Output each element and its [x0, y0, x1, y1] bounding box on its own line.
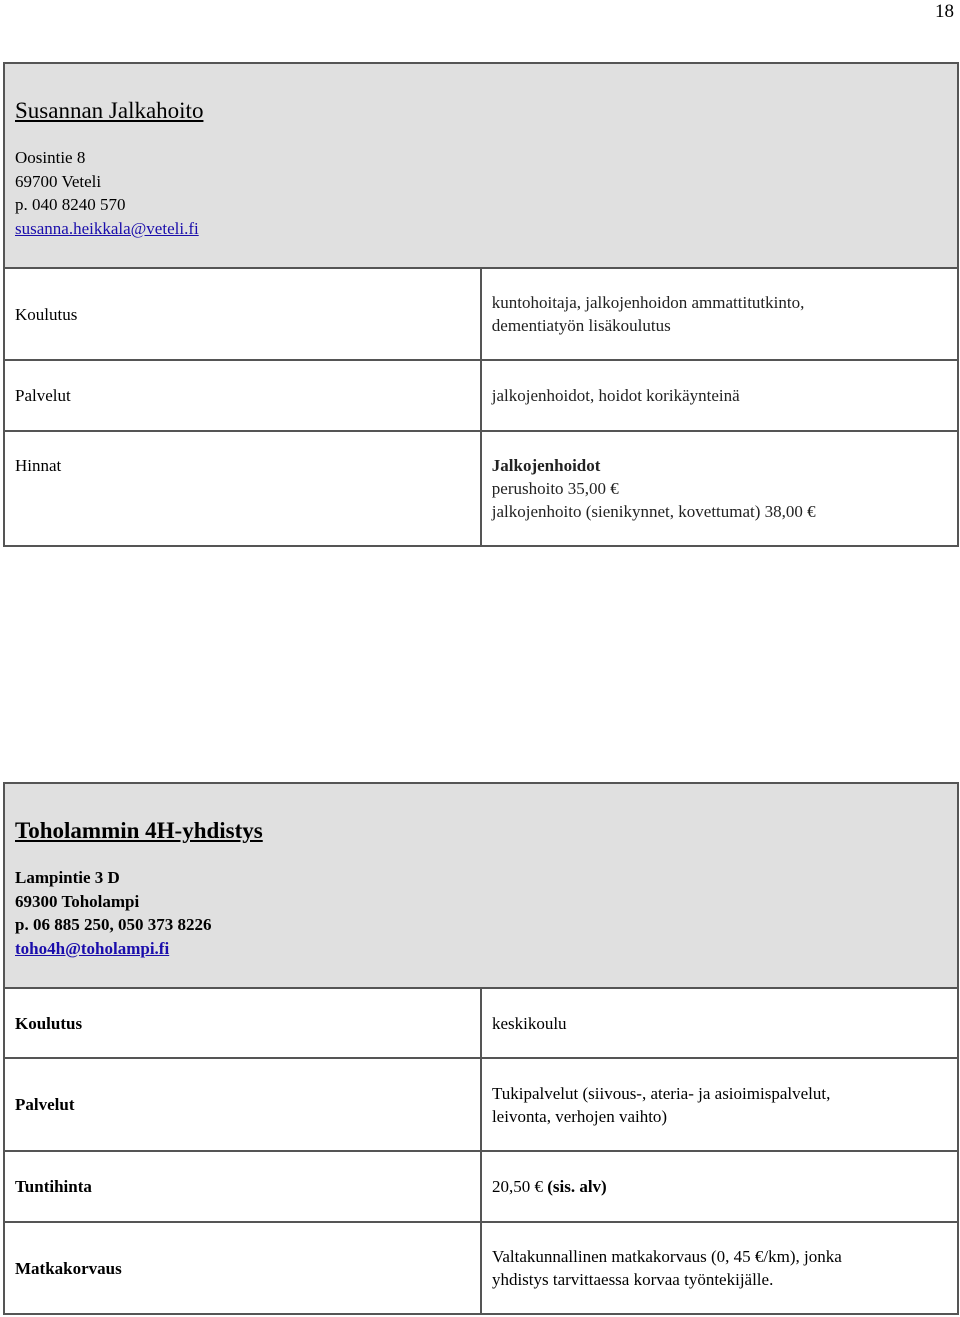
row-value-matkakorvaus [481, 1222, 958, 1314]
row-label-palvelut: Palvelut [4, 1058, 481, 1151]
price: 20,50 € [491, 1177, 543, 1196]
row-value-hinnat [481, 431, 958, 546]
value-line: kuntohoitaja, jalkojenhoidon ammattitutkinto, [491, 293, 805, 312]
value-line: leivonta, verhojen vaihto) [491, 1106, 668, 1126]
entry-toholammin-4h-yhdistys [3, 782, 959, 1315]
entry-title: Susannan Jalkahoito [15, 98, 204, 123]
email-link[interactable]: susanna.heikkala@veteli.fi [15, 218, 199, 238]
price-line: jalkojenhoito (sienikynnet, kovettumat) 38,00 € [491, 502, 816, 521]
value-line: yhdistys tarvittaessa korvaa työntekijälle. [491, 1270, 774, 1289]
price-note: (sis. alv) [547, 1177, 607, 1196]
entry-header [4, 63, 958, 268]
phone: p. 040 8240 570 [15, 195, 126, 214]
price-heading: Jalkojenhoidot [491, 456, 601, 475]
value-line: Valtakunnallinen matkakorvaus (0, 45 €/km), jonka [491, 1247, 842, 1266]
row-label-hinnat [4, 431, 481, 546]
row-label-palvelut: Palvelut [4, 360, 481, 431]
address: Lampintie 3 D [15, 868, 120, 887]
row-label-koulutus: Koulutus [4, 268, 481, 360]
row-value-koulutus: keskikoulu [481, 988, 958, 1058]
label-text: Hinnat [15, 456, 62, 475]
address: Oosintie 8 [15, 148, 86, 167]
row-value-tuntihinta [481, 1151, 958, 1222]
row-value-koulutus [481, 268, 958, 360]
entry-header [4, 783, 958, 988]
phone: p. 06 885 250, 050 373 8226 [15, 915, 212, 934]
page-number: 18 [935, 1, 954, 22]
entry-susannan-jalkahoito [3, 62, 959, 547]
row-value-palvelut [481, 1058, 958, 1151]
row-value-palvelut: jalkojenhoidot, hoidot korikäynteinä [481, 360, 958, 431]
row-label-koulutus: Koulutus [4, 988, 481, 1058]
email-link[interactable]: toho4h@toholampi.fi [15, 938, 170, 958]
row-label-matkakorvaus: Matkakorvaus [4, 1222, 481, 1314]
row-label-tuntihinta: Tuntihinta [4, 1151, 481, 1222]
value-line: dementiatyön lisäkoulutus [491, 316, 671, 335]
price-line: perushoito 35,00 € [491, 479, 619, 498]
value-line: Tukipalvelut (siivous-, ateria- ja asioimispalvelut, [491, 1083, 831, 1103]
postal-code-city: 69700 Veteli [15, 171, 102, 191]
postal-code-city: 69300 Toholampi [15, 891, 140, 911]
entry-title: Toholammin 4H-yhdistys [15, 818, 263, 843]
